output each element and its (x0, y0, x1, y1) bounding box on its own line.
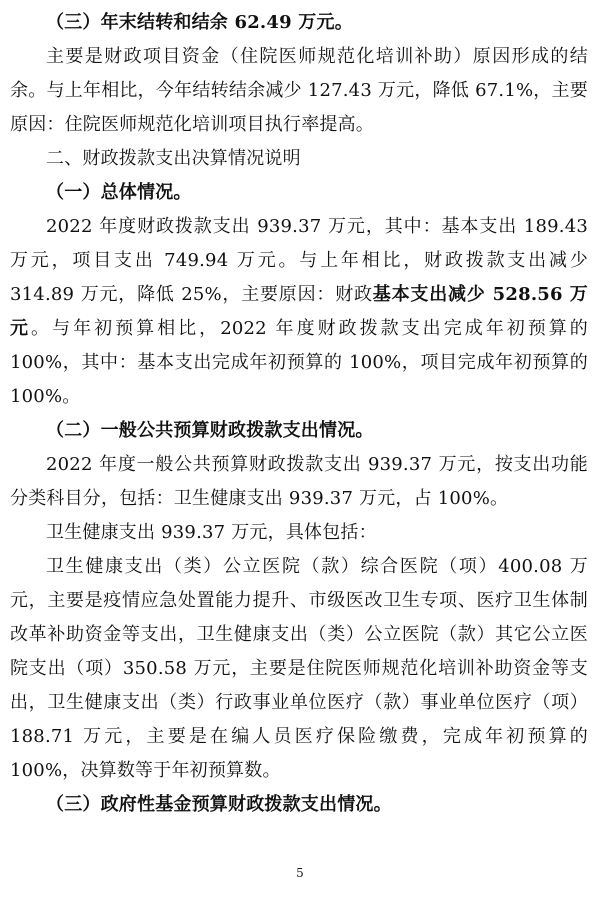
page-number: 5 (296, 866, 304, 880)
section-heading-year-end-balance: （三）年末结转和结余 62.49 万元。 (46, 12, 353, 33)
section-heading-fiscal-expenditure: 二、财政拨款支出决算情况说明 (46, 148, 301, 169)
paragraph-general-budget-3: 卫生健康支出（类）公立医院（款）综合医院（项）400.08 万元，主要是疫情应急处置能力提升、市级医改卫生专项、医疗卫生体制改革补助资金等支出，卫生健康支出（类）公立医院（款）其它公立医院支出（项）350.58 万元，主要是住院医师规范化培训补助资金等支出，卫生健康支出（类）行政事业单位医疗（款）事业单位医疗（项）188.71 万元，主要是在编人员医疗保险缴费，完成年初预算的 100%，决算数等于年初预算数。 (10, 556, 588, 781)
paragraph-general-budget-1: 2022 年度一般公共预算财政拨款支出 939.37 万元，按支出功能分类科目分，包括：卫生健康支出 939.37 万元，占 100%。 (10, 454, 588, 509)
paragraph-year-end-balance: 主要是财政项目资金（住院医师规范化培训补助）原因形成的结余。与上年相比，今年结转结余减少 127.43 万元，降低 67.1%，主要原因：住院医师规范化培训项目执行率提高。 (10, 46, 588, 135)
section-heading-overall: （一）总体情况。 (46, 182, 192, 203)
paragraph-general-budget-2: 卫生健康支出 939.37 万元，具体包括： (46, 522, 377, 543)
paragraph-overall-part-2: 。与年初预算相比，2022 年度财政拨款支出完成年初预算的 100%，其中：基本支出完成年初预算的 100%，项目完成年初预算的 100%。 (10, 318, 589, 407)
paragraph-overall-bold-part: 基本支出减少 528.56 万元 (10, 284, 588, 339)
paragraph-overall-part-1: 2022 年度财政拨款支出 939.37 万元，其中：基本支出 189.43 万元，项目支出 749.94 万元。与上年相比，财政拨款支出减少 314.89 万元，降低 25%，主要原因：财政 (10, 216, 588, 305)
document-body (10, 6, 588, 822)
section-heading-government-fund: （三）政府性基金预算财政拨款支出情况。 (46, 794, 392, 815)
section-heading-general-budget: （二）一般公共预算财政拨款支出情况。 (46, 420, 374, 441)
paragraph-overall (10, 210, 588, 414)
